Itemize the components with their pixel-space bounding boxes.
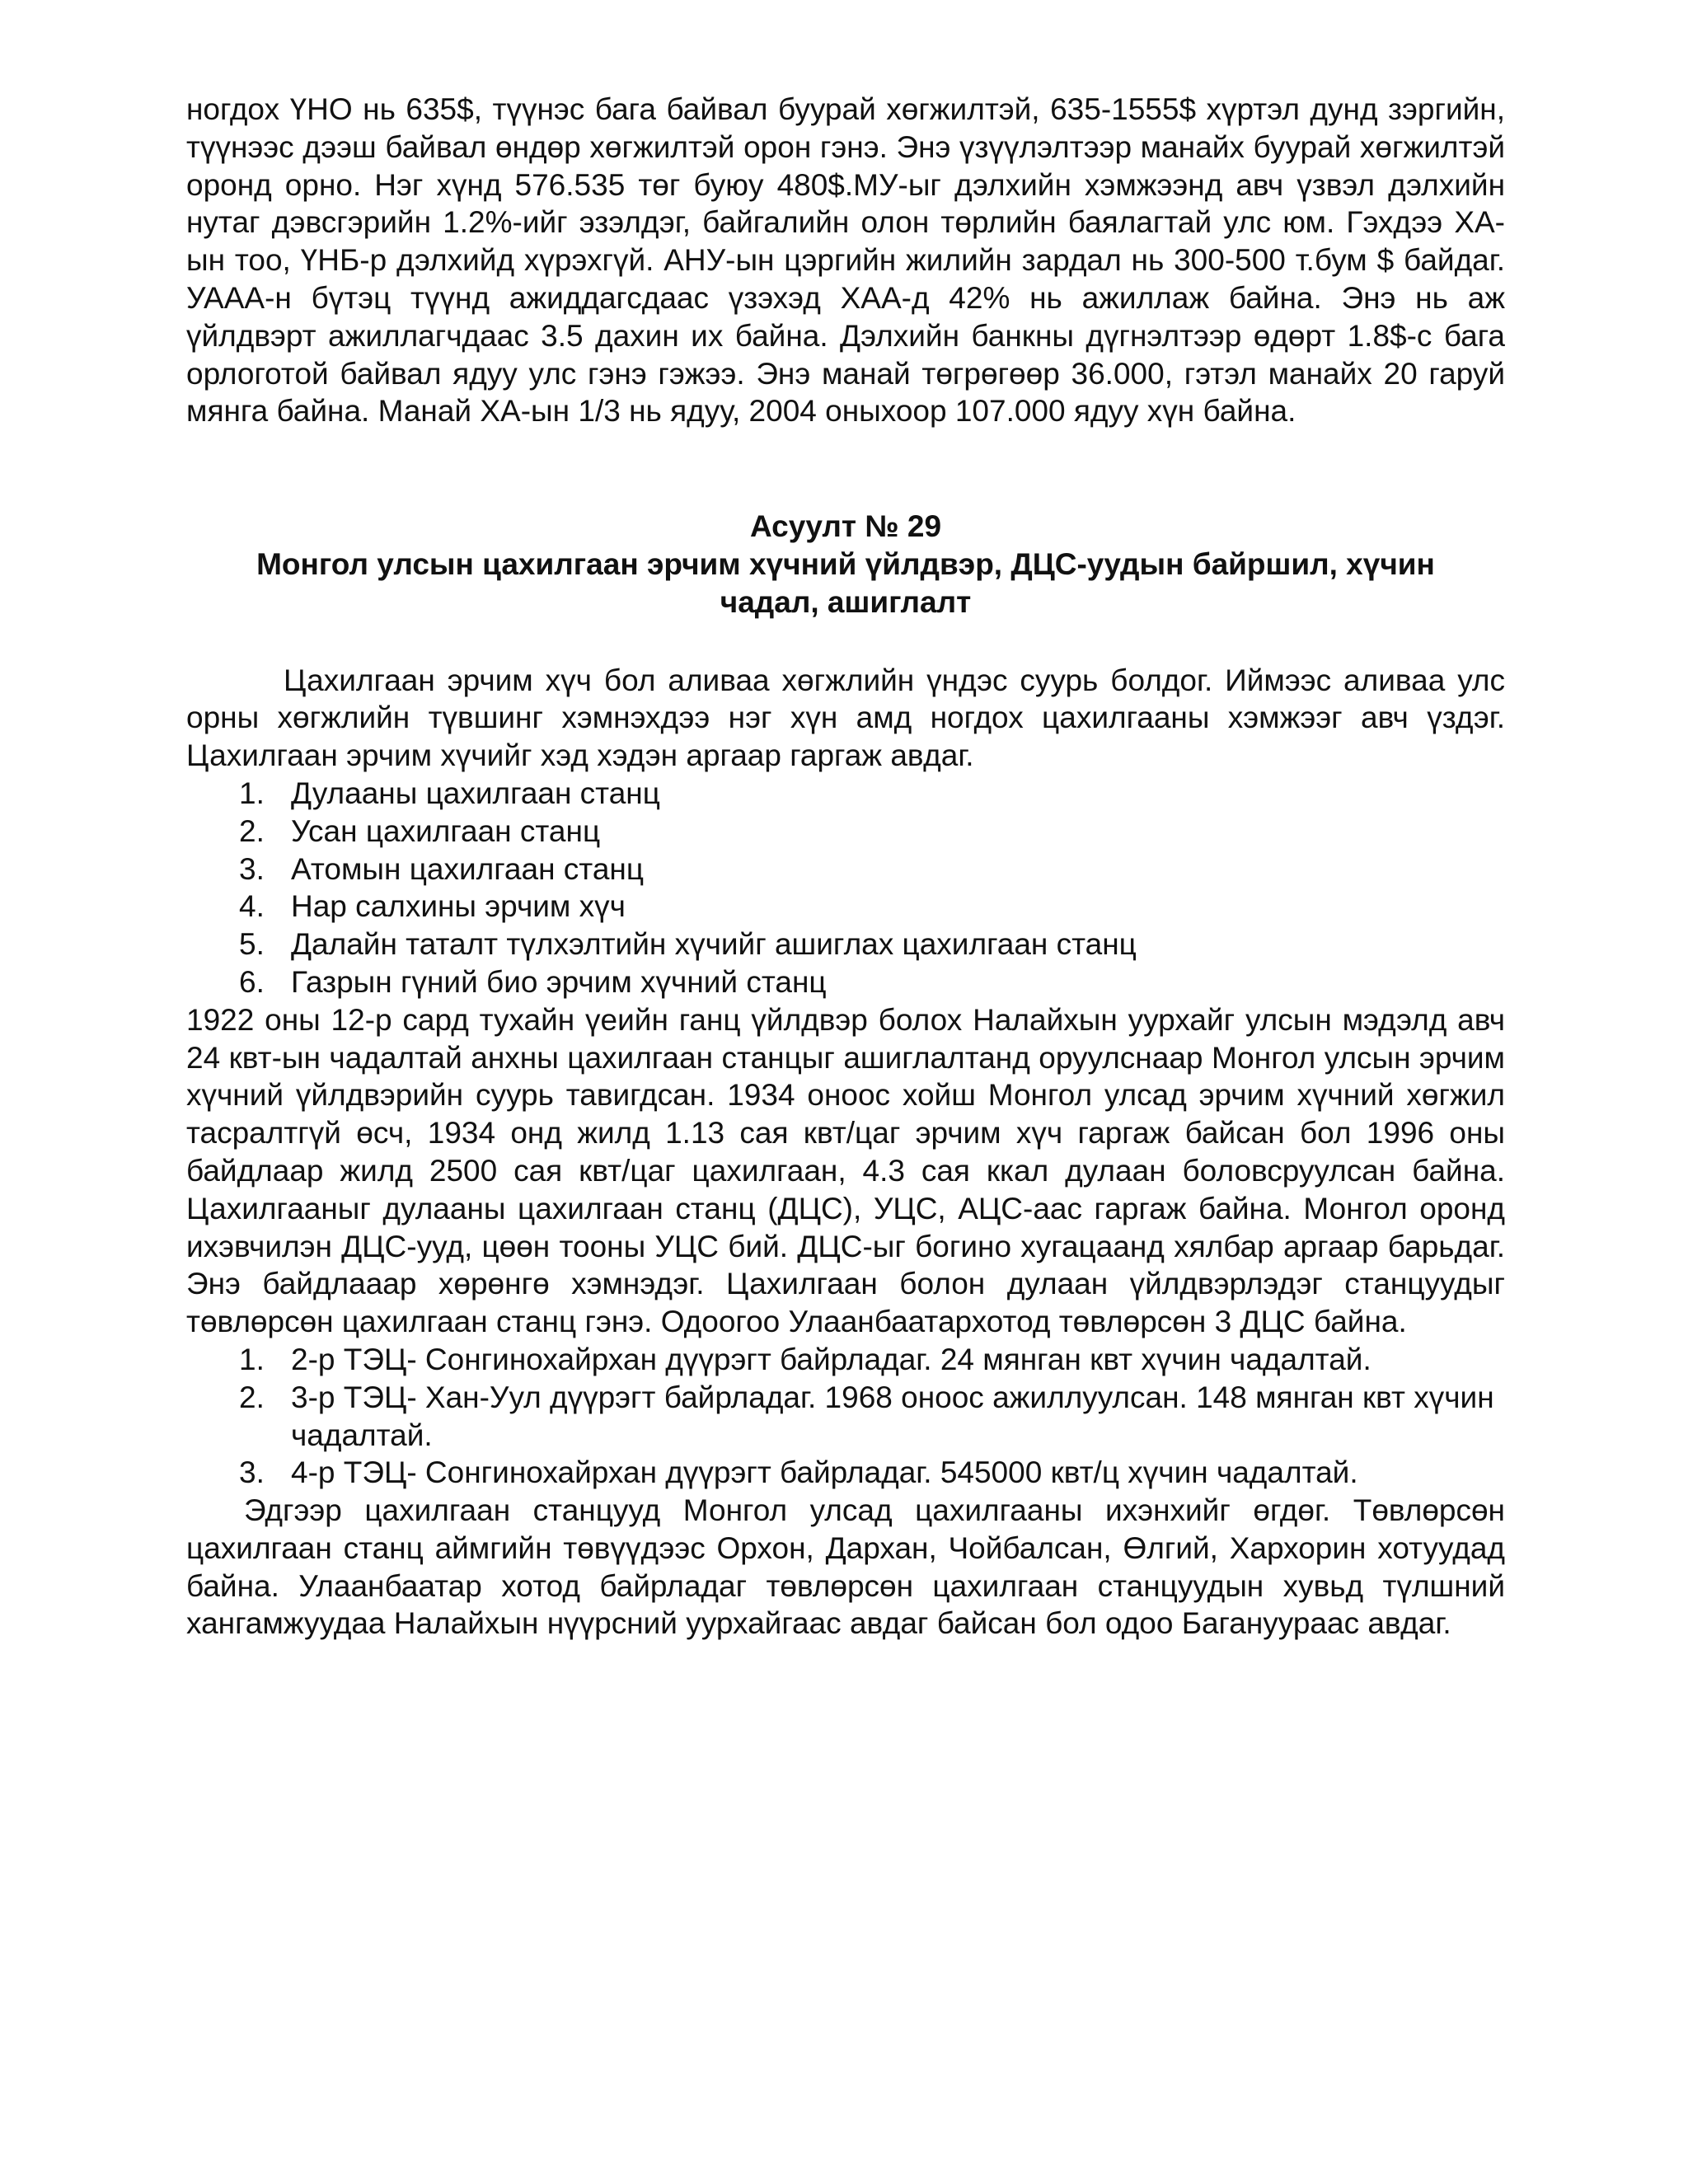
list-item-number: 2. bbox=[239, 1380, 265, 1414]
list-item-number: 3. bbox=[239, 851, 265, 886]
question-title: Асуулт № 29 bbox=[749, 509, 942, 544]
list-item-text: Усан цахилгаан станц bbox=[291, 813, 601, 848]
list-item-number: 4. bbox=[239, 889, 265, 924]
list-item-number: 1. bbox=[239, 1342, 265, 1376]
list-item-number: 3. bbox=[239, 1455, 265, 1490]
list-item-text: Газрын гүний био эрчим хүчний станц bbox=[291, 964, 827, 999]
question-heading bbox=[186, 508, 1505, 621]
list-item-text: 4-р ТЭЦ- Сонгинохайрхан дүүрэгт байрладаг. 545000 квт/ц хүчин чадалтай. bbox=[291, 1455, 1358, 1490]
list-item-number: 5. bbox=[239, 927, 265, 962]
list-item-text: 3-р ТЭЦ- Хан-Уул дүүрэгт байрладаг. 1968 оноос ажиллуулсан. 148 мянган квт хүчин чадалтай. bbox=[291, 1380, 1494, 1452]
list-item-text: Дулааны цахилгаан станц bbox=[291, 776, 660, 810]
list-item bbox=[186, 813, 1505, 851]
intro-paragraph: ногдох ҮНО нь 635$, түүнэс бага байвал буурай хөгжилтэй, 635-1555$ хүртэл дунд зэргийн, түүнээс дээш байвал өндөр хөгжилтэй орон гэнэ. Энэ үзүүлэлтээр манайх буурай хөгжилтэй оронд орно. Нэг хүнд 576.535 төг буюу 480$.МУ-ыг дэлхийн хэмжээнд авч үзвэл дэлхийн нутаг дэвсгэрийн 1.2%-ийг эзэлдэг, байгалийн олон төрлийн баялагтай улс юм. Гэхдээ ХА-ын тоо, ҮНБ-р дэлхийд хүрэхгүй. АНУ-ын цэргийн жилийн зардал нь 300-500 т.бум $ байдаг. УААА-н бүтэц түүнд ажиддагсдаас үзэхэд ХАА-д 42% нь ажиллаж байна. Энэ нь аж үйлдвэрт ажиллагчдаас 3.5 дахин их байна. Дэлхийн банкны дүгнэлтээр өдөрт 1.8$-с бага орлоготой байвал ядуу улс гэнэ гэжээ. Энэ манай төгрөгөөр 36.000, гэтэл манайх 20 гаруй мянга байна. Манай ХА-ын 1/3 нь ядуу, 2004 оныхоор 107.000 ядуу хүн байна. bbox=[186, 92, 1505, 429]
list-item-number: 2. bbox=[239, 813, 265, 848]
list-item bbox=[186, 926, 1505, 963]
power-plants-list bbox=[186, 1341, 1505, 1492]
list-item-text: 2-р ТЭЦ- Сонгинохайрхан дүүрэгт байрладаг. 24 мянган квт хүчин чадалтай. bbox=[291, 1342, 1372, 1376]
list-item bbox=[186, 775, 1505, 813]
list-item-text: Далайн таталт түлхэлтийн хүчийг ашиглах цахилгаан станц bbox=[291, 927, 1137, 962]
list-item bbox=[186, 1379, 1505, 1455]
list-item-number: 1. bbox=[239, 776, 265, 810]
list-item bbox=[186, 1454, 1505, 1492]
paragraph-2: 1922 оны 12-р сард тухайн үеийн ганц үйлдвэр болох Налайхын уурхайг улсын мэдэлд авч 24 квт-ын чадалтай анхны цахилгаан станцыг ашиглалтанд оруулснаар Монгол улсын эрчим хүчний үйлдвэрийн суурь тавигдсан. 1934 оноос хойш Монгол улсад эрчим хүчний хөгжил тасралтгүй өсч, 1934 онд жилд 1.13 сая квт/цаг эрчим хүч гаргаж байсан бол 1996 оны байдлаар жилд 2500 сая квт/цаг цахилгаан, 4.3 сая ккал дулаан боловсруулсан байна. Цахилгааныг дулааны цахилгаан станц (ДЦС), УЦС, АЦС-аас гаргаж байна. Монгол оронд ихэвчилэн ДЦС-ууд, цөөн тооны УЦС бий. ДЦС-ыг богино хугацаанд хялбар аргаар барьдаг. Энэ байдлааар хөрөнгө хэмнэдэг. Цахилгаан болон дулаан үйлдвэрлэдэг станцуудыг төвлөрсөн цахилгаан станц гэнэ. Одоогоо Улаанбаатархотод төвлөрсөн 3 ДЦС байна. bbox=[186, 1002, 1505, 1339]
list-item-number: 6. bbox=[239, 964, 265, 999]
list-item bbox=[186, 888, 1505, 926]
list-item-text: Нар салхины эрчим хүч bbox=[291, 889, 626, 924]
list-item bbox=[186, 851, 1505, 888]
document-page bbox=[186, 91, 1505, 1643]
list-item-text: Атомын цахилгаан станц bbox=[291, 851, 645, 886]
paragraph-1: Цахилгаан эрчим хүч бол аливаа хөгжлийн үндэс суурь болдог. Иймээс аливаа улс орны хөгжлийн түвшинг хэмнэхдээ нэг хүн амд ногдох цахилгааны хэмжээг авч үздэг. Цахилгаан эрчим хүчийг хэд хэдэн аргаар гаргаж авдаг. bbox=[186, 663, 1505, 773]
list-item bbox=[186, 963, 1505, 1001]
energy-types-list bbox=[186, 775, 1505, 1001]
question-subtitle: Монгол улсын цахилгаан эрчим хүчний үйлдвэр, ДЦС-уудын байршил, хүчин чадал, ашиглалт bbox=[256, 546, 1435, 619]
paragraph-3: Эдгээр цахилгаан станцууд Монгол улсад цахилгааны ихэнхийг өгдөг. Төвлөрсөн цахилгаан станц аймгийн төвүүдээс Орхон, Дархан, Чойбалсан, Өлгий, Хархорин хотуудад байна. Улаанбаатар хотод байрладаг төвлөрсөн цахилгаан станцуудын хувьд түлшний хангамжуудаа Налайхын нүүрсний уурхайгаас авдаг байсан бол одоо Багануураас авдаг. bbox=[186, 1493, 1505, 1641]
list-item bbox=[186, 1341, 1505, 1379]
